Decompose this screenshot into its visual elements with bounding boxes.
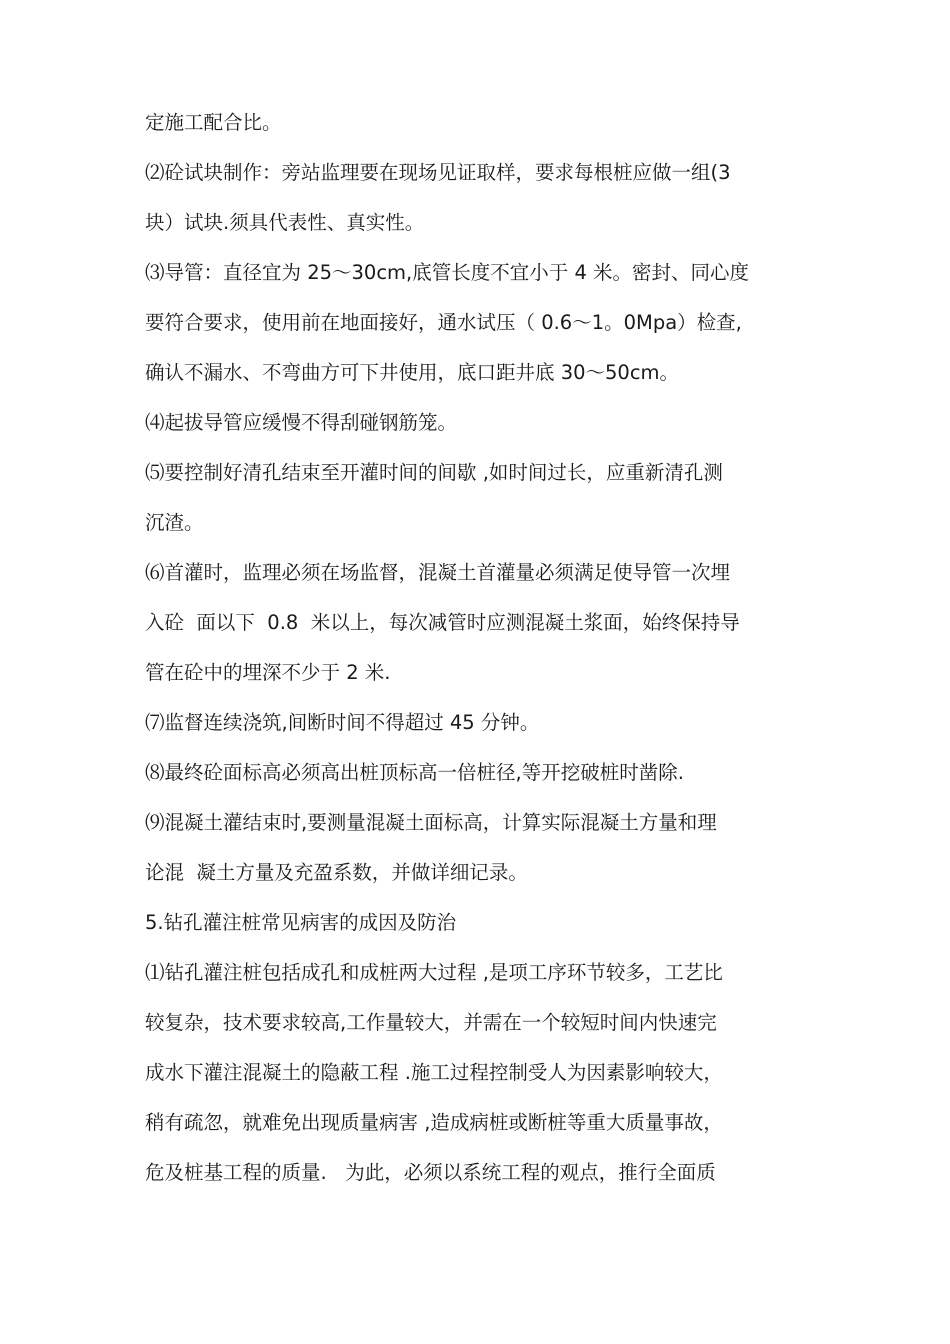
text-line: 要符合要求，使用前在地面接好，通水试压（ 0.6～1。0Mpa）检查, [145,311,742,334]
text-line: 确认不漏水、不弯曲方可下井使用，底口距井底 30～50cm。 [145,361,680,384]
text-line: ⑼混凝土灌结束时,要测量混凝土面标高，计算实际混凝土方量和理 [145,811,717,834]
section-heading: 5.钻孔灌注桩常见病害的成因及防治 [145,911,457,934]
text-line: ⑶导管：直径宜为 25～30cm,底管长度不宜小于 4 米。密封、同心度 [145,261,750,284]
text-line: ⑺监督连续浇筑,间断时间不得超过 45 分钟。 [145,711,540,734]
text-line: 管在砼中的埋深不少于 2 米. [145,661,391,684]
text-line: 稍有疏忽，就难免出现质量病害 ,造成病桩或断桩等重大质量事故， [145,1111,723,1134]
text-line: 危及桩基工程的质量. 为此，必须以系统工程的观点，推行全面质 [145,1161,716,1184]
text-line: 块）试块.须具代表性、真实性。 [145,211,425,234]
text-line: 成水下灌注混凝土的隐蔽工程 .施工过程控制受人为因素影响较大， [145,1061,723,1084]
text-line: ⑸要控制好清孔结束至开灌时间的间歇 ,如时间过长，应重新清孔测 [145,461,723,484]
text-line: ⑵砼试块制作：旁站监理要在现场见证取样，要求每根桩应做一组(3 [145,161,731,184]
text-line: ⑹首灌时，监理必须在场监督，混凝土首灌量必须满足使导管一次埋 [145,561,731,584]
text-line: ⑻最终砼面标高必须高出桩顶标高一倍桩径,等开挖破桩时凿除. [145,761,684,784]
text-line: ⑴钻孔灌注桩包括成孔和成桩两大过程 ,是项工序环节较多，工艺比 [145,961,723,984]
text-line: 入砼 面以下 0.8 米以上，每次减管时应测混凝土浆面，始终保持导 [145,611,740,634]
text-line: ⑷起拔导管应缓慢不得刮碰钢筋笼。 [145,411,458,434]
text-line: 论混 凝土方量及充盈系数，并做详细记录。 [145,861,528,884]
text-line: 定施工配合比。 [145,111,282,134]
document-body [145,98,815,1198]
text-line: 沉渣。 [145,511,204,534]
text-line: 较复杂，技术要求较高,工作量较大，并需在一个较短时间内快速完 [145,1011,717,1034]
